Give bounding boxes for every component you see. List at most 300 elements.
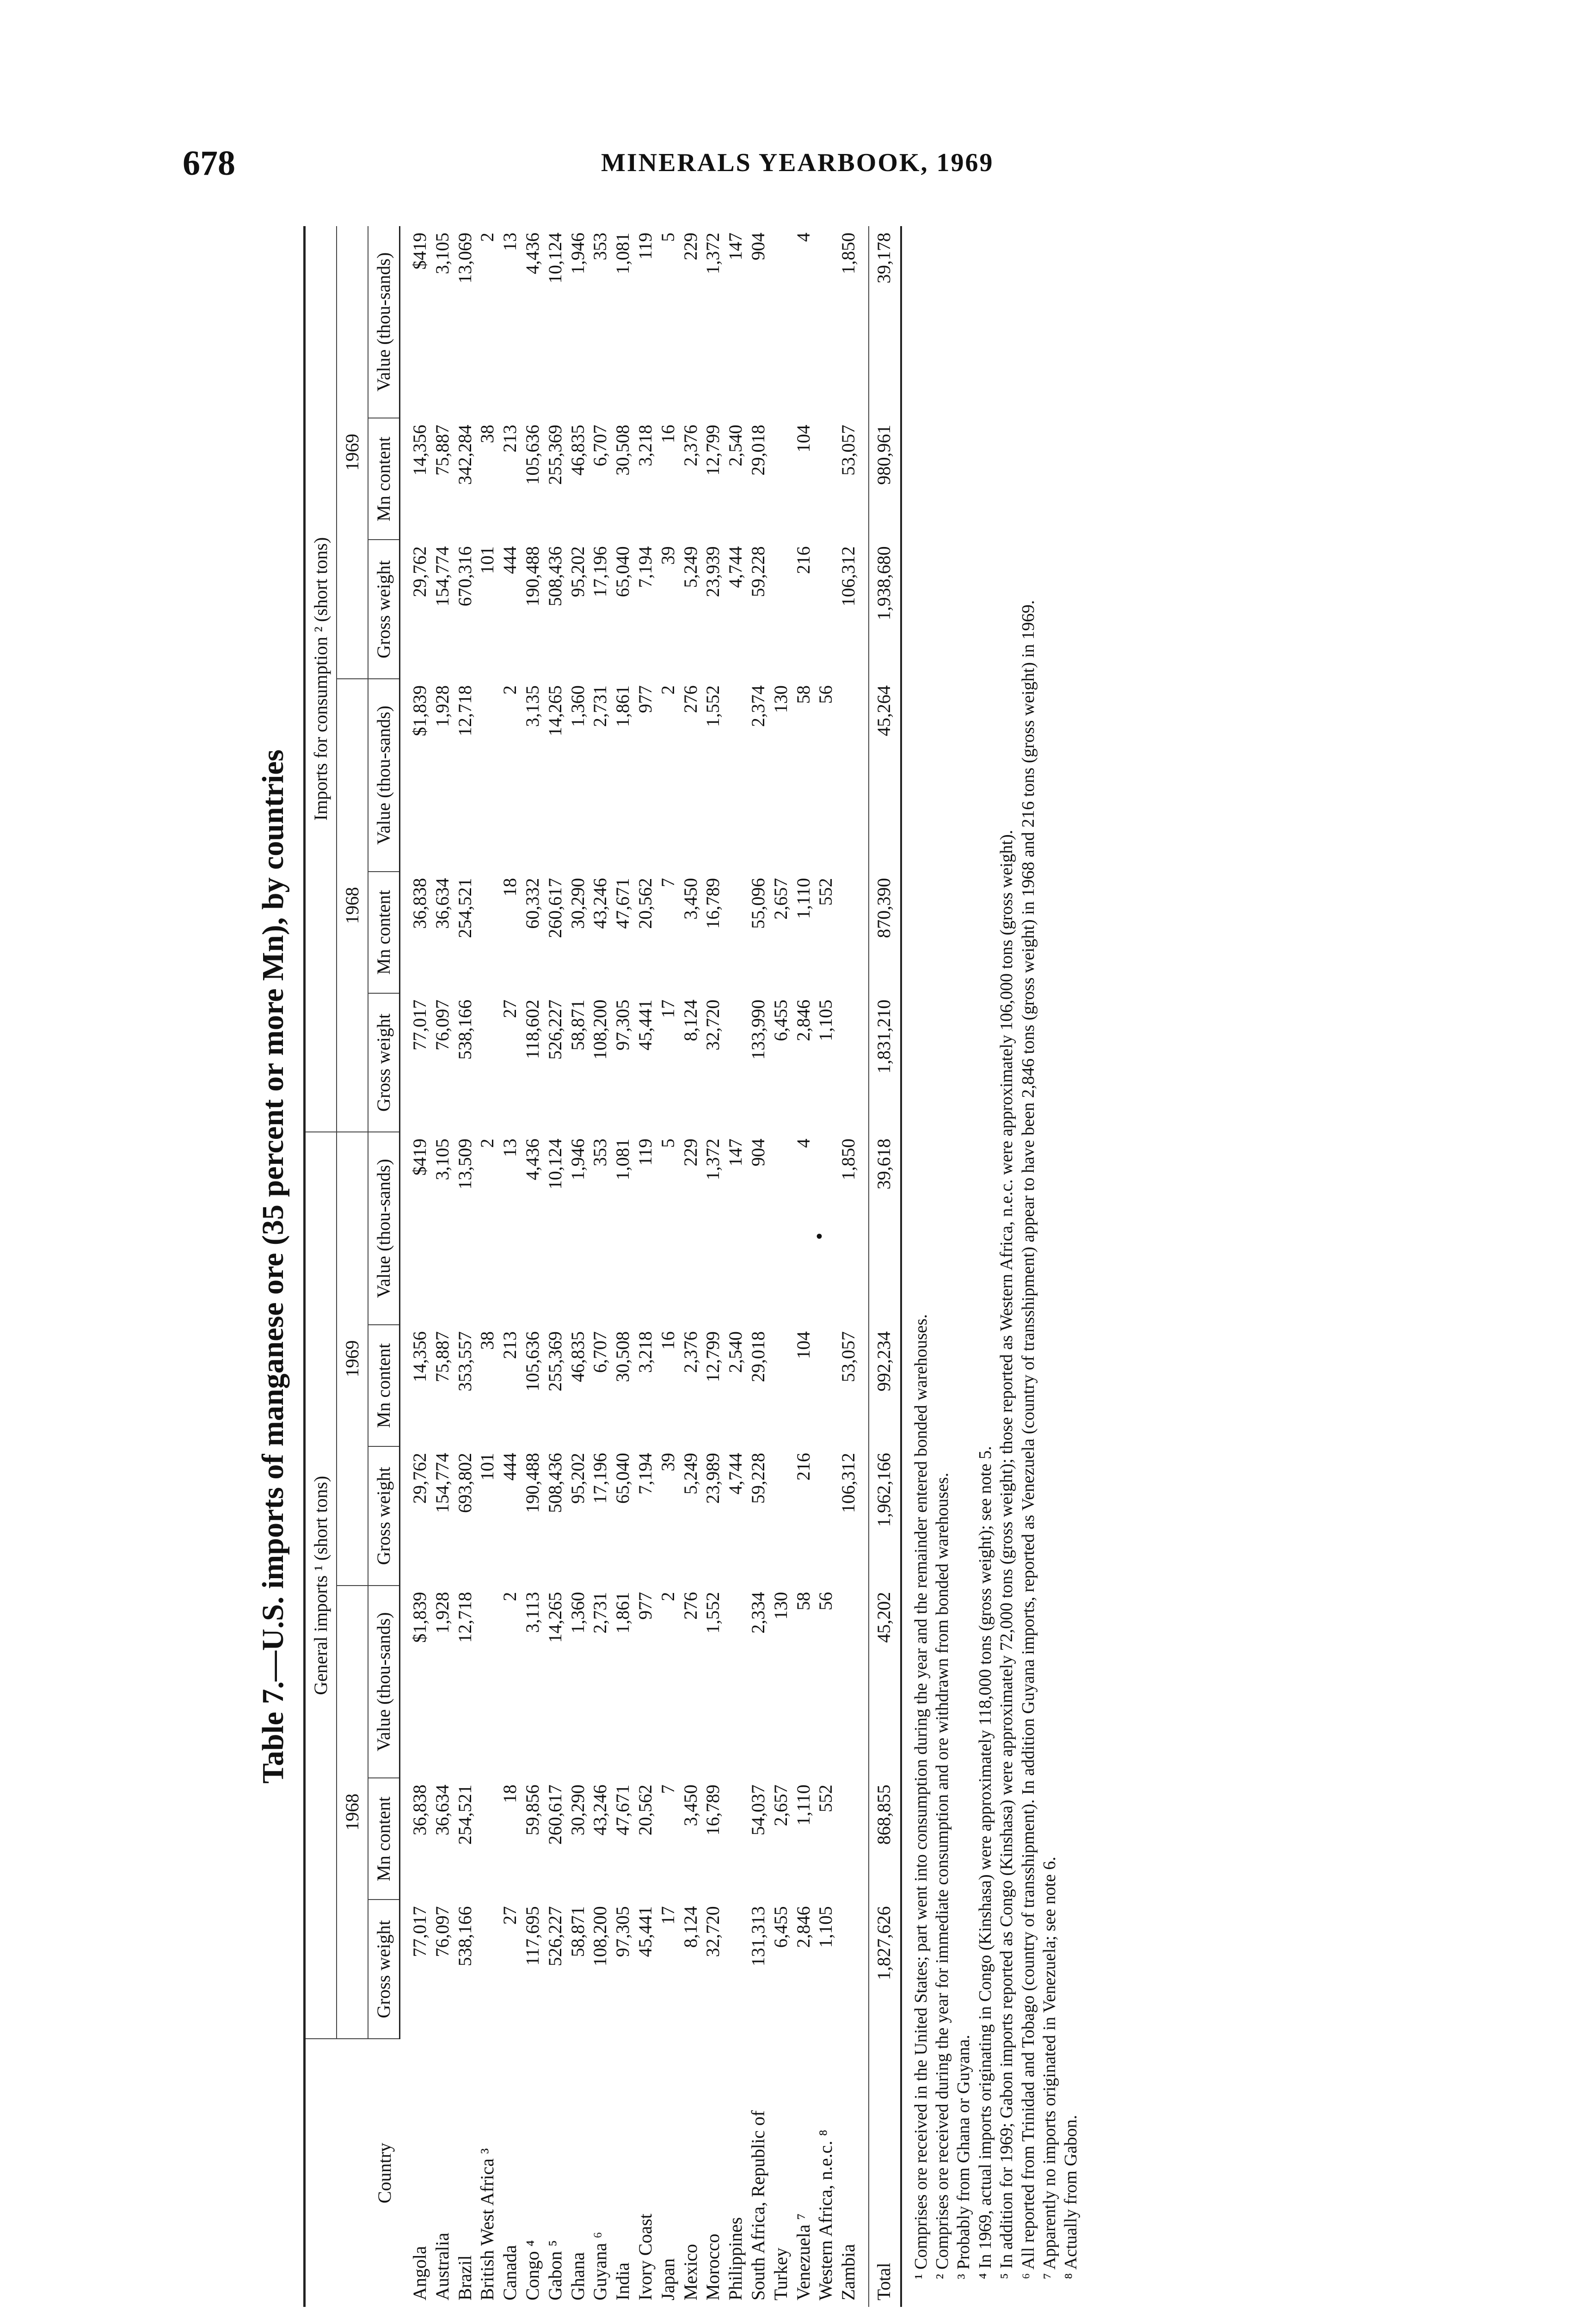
cell-c68-val: 276	[680, 685, 701, 713]
cell-g68-mn: 47,671	[612, 1784, 633, 1836]
cell-c68-mn: 254,521	[454, 878, 475, 938]
cell-g69-mn: 3,218	[634, 1331, 656, 1373]
cell-g69-gross	[770, 1446, 792, 1586]
cell-c69-gross: 17,196	[589, 546, 611, 597]
cell-g69-val: 4,436	[522, 1138, 543, 1181]
cell-g69-val: 13,509	[454, 1138, 475, 1190]
footnote: ⁴ In 1969, actual imports originating in Congo (Kinshasa) were approximately 118,000 tons (gross weight); see note 5.	[975, 1446, 995, 2279]
cell-c69-gross: 1,938,680	[869, 540, 901, 679]
cell-c68-mn: 18	[499, 878, 521, 897]
cell-g68-mn: 36,634	[431, 1784, 453, 1836]
cell-g68-mn: 36,838	[409, 1784, 430, 1836]
cell-c69-val: 147	[725, 233, 746, 260]
cell-g69-mn: 992,234	[869, 1325, 901, 1446]
cell-c69-val: 2	[477, 233, 498, 242]
cell-g69-gross: 106,312	[838, 1453, 859, 1513]
cell-c68-gross: 526,227	[544, 999, 565, 1060]
cell-g68-gross: 77,017	[409, 1906, 430, 1957]
cell-g68-mn: 2,657	[770, 1784, 791, 1826]
table-row	[724, 226, 747, 2307]
cell-g68-gross: 131,313	[747, 1906, 768, 1967]
year-header: 1968	[337, 679, 368, 1132]
cell-g68-val: 14,265	[544, 1592, 565, 1643]
cell-c69-mn	[770, 418, 792, 540]
cell-g68-val: 2,334	[747, 1592, 768, 1634]
cell-g68-val: 3,113	[522, 1592, 543, 1633]
cell-c69-val: 904	[747, 233, 768, 260]
cell-c69-gross: 154,774	[431, 546, 453, 607]
cell-c68-gross	[837, 993, 860, 1132]
cell-c69-gross: 101	[477, 546, 498, 574]
table-row	[589, 226, 612, 2307]
cell-c69-gross: 670,316	[454, 546, 475, 607]
country-name: Philippines	[725, 2217, 746, 2300]
footnotes	[910, 226, 1082, 2307]
cell-c69-mn: 53,057	[838, 424, 859, 476]
cell-g69-mn: 213	[499, 1331, 521, 1359]
running-title: MINERALS YEARBOOK, 1969	[601, 148, 994, 177]
cell-g68-val: 1,552	[702, 1592, 724, 1634]
cell-g69-val: 13	[499, 1138, 521, 1157]
cell-c68-gross: 133,990	[747, 999, 768, 1060]
cell-c69-gross	[770, 540, 792, 679]
cell-g68-mn: 260,617	[544, 1784, 565, 1845]
cell-c68-val: 2	[657, 685, 678, 695]
cell-g69-gross: 5,249	[680, 1453, 701, 1494]
footnote: ³ Probably from Ghana or Guyana.	[954, 2035, 974, 2279]
cell-g69-val: 5	[657, 1138, 678, 1148]
cell-c69-mn: 6,707	[589, 424, 611, 467]
cell-c69-gross: 508,436	[544, 546, 565, 607]
cell-g68-mn: 254,521	[454, 1784, 475, 1845]
cell-g69-mn: 29,018	[747, 1331, 768, 1383]
cell-g69-gross: 154,774	[431, 1453, 453, 1513]
country-name: Total	[869, 2039, 901, 2307]
footnote: ⁶ All reported from Trinidad and Tobago (country of transshipment). In addition Guyana imports, reported as Venezuela (country of transshipment) appear to have been 2,846 tons (gross weight) in 1968 and 216 tons (gross weight) in 1969.	[1018, 600, 1038, 2279]
cell-c69-val: 353	[589, 233, 611, 260]
cell-g68-gross: 45,441	[634, 1906, 656, 1957]
cell-c68-mn	[837, 872, 860, 993]
footnote: ⁸ Actually from Gabon.	[1061, 2115, 1081, 2279]
cell-c68-mn: 36,838	[409, 878, 430, 929]
cell-c69-gross: 7,194	[634, 546, 656, 588]
cell-g68-val: 130	[770, 1592, 791, 1620]
cell-g69-val: 1,372	[702, 1138, 724, 1181]
table-row	[612, 226, 634, 2307]
cell-g68-val	[724, 1586, 747, 1778]
cell-c69-val: 4	[792, 233, 814, 242]
table-row	[454, 226, 477, 2307]
cell-g69-val: 147	[725, 1138, 746, 1167]
cell-c68-val: 14,265	[544, 685, 565, 737]
cell-g68-gross: 1,105	[815, 1906, 836, 1948]
rotated-table-block	[243, 226, 1270, 2307]
cell-g68-gross	[837, 1900, 860, 2039]
cell-g69-gross: 39	[657, 1453, 678, 1471]
cell-g69-gross: 508,436	[544, 1453, 565, 1513]
cell-g68-gross: 1,827,626	[869, 1900, 901, 2039]
cell-c69-val: 5	[657, 233, 678, 242]
cell-g68-mn	[837, 1778, 860, 1900]
cell-c68-val: 1,861	[612, 685, 633, 727]
footnote: ⁵ In addition for 1969; Gabon imports reported as Congo (Kinshasa) were approximately 72,000 tons (gross weight); those reported as Western Africa, n.e.c. were approximately 106,000 tons (gross weight).	[997, 830, 1017, 2279]
cell-g69-gross: 17,196	[589, 1453, 611, 1504]
col-mn-content: Mn content	[368, 872, 400, 993]
cell-g68-mn: 43,246	[589, 1784, 611, 1836]
cell-g69-mn: 14,356	[409, 1331, 430, 1383]
cell-g68-mn: 552	[815, 1784, 836, 1813]
cell-g68-mn: 1,110	[792, 1784, 814, 1826]
cell-g69-val: 1,081	[612, 1138, 633, 1181]
cell-c68-gross: 1,105	[815, 999, 836, 1041]
year-header: 1968	[337, 1586, 368, 2039]
cell-c69-mn: 46,835	[567, 424, 588, 476]
cell-g69-val: 353	[589, 1138, 611, 1167]
cell-c68-gross: 2,846	[792, 999, 814, 1041]
cell-c68-mn: 20,562	[634, 878, 656, 929]
cell-c68-val: 3,135	[522, 685, 543, 727]
country-name: Brazil	[454, 2255, 475, 2300]
cell-g68-val: 12,718	[454, 1592, 475, 1643]
cell-g69-mn: 46,835	[567, 1331, 588, 1383]
country-name: Venezuela ⁷	[792, 2213, 814, 2300]
cell-g68-gross: 17	[657, 1906, 678, 1925]
cell-c68-mn: 60,332	[522, 878, 543, 929]
table-row	[522, 226, 544, 2307]
cell-c69-val: 13,069	[454, 233, 475, 283]
cell-g68-mn: 16,789	[702, 1784, 724, 1836]
cell-c69-gross: 5,249	[680, 546, 701, 588]
cell-c69-gross: 4,744	[725, 546, 746, 588]
cell-c69-mn: 38	[477, 424, 498, 443]
cell-c69-gross: 444	[499, 546, 521, 574]
cell-g68-gross	[476, 1900, 499, 2039]
cell-g68-mn: 7	[657, 1784, 678, 1794]
cell-c69-mn: 16	[657, 424, 678, 443]
col-value: Value (thou-sands)	[368, 1132, 400, 1325]
cell-c69-val	[815, 226, 837, 418]
cell-c69-mn: 2,540	[725, 424, 746, 467]
cell-g69-mn: 353,557	[454, 1331, 475, 1392]
cell-c68-val	[724, 679, 747, 872]
cell-g68-val: 56	[815, 1592, 836, 1611]
cell-c68-mn: 36,634	[431, 878, 453, 929]
cell-c68-gross: 8,124	[680, 999, 701, 1041]
country-name: Angola	[409, 2246, 430, 2300]
cell-c68-val	[476, 679, 499, 872]
cell-g69-mn: 16	[657, 1331, 678, 1350]
cell-g69-gross: 65,040	[612, 1453, 633, 1504]
table-body	[400, 226, 901, 2307]
cell-c68-gross: 32,720	[702, 999, 724, 1051]
cell-c69-mn: 980,961	[869, 418, 901, 540]
cell-g68-gross: 526,227	[544, 1906, 565, 1967]
cell-c68-mn: 1,110	[792, 878, 814, 919]
cell-c68-val: 2,731	[589, 685, 611, 727]
cell-g69-gross: 216	[792, 1453, 814, 1481]
cell-c69-mn: 255,369	[544, 424, 565, 485]
cell-g69-gross: 29,762	[409, 1453, 430, 1504]
country-name: Mexico	[680, 2244, 701, 2300]
cell-g69-val	[770, 1132, 792, 1325]
cell-g68-val: 58	[792, 1592, 814, 1611]
cell-c69-gross: 95,202	[567, 546, 588, 597]
cell-g69-mn: 105,636	[522, 1331, 543, 1392]
cell-c69-mn: 30,508	[612, 424, 633, 476]
cell-c68-gross: 97,305	[612, 999, 633, 1051]
cell-g69-mn: 104	[792, 1331, 814, 1359]
cell-g68-val: 276	[680, 1592, 701, 1620]
cell-c69-val	[770, 226, 792, 418]
cell-g68-mn: 18	[499, 1784, 521, 1803]
table-row	[815, 226, 837, 2307]
cell-g68-gross: 6,455	[770, 1906, 791, 1948]
cell-c68-mn: 16,789	[702, 878, 724, 929]
cell-g68-gross: 2,846	[792, 1906, 814, 1948]
cell-c68-gross: 17	[657, 999, 678, 1018]
cell-c69-mn: 104	[792, 424, 814, 453]
cell-g68-val: 1,861	[612, 1592, 633, 1634]
cell-c68-mn: 47,671	[612, 878, 633, 929]
cell-c68-val: 130	[770, 685, 791, 713]
cell-c69-gross: 39	[657, 546, 678, 565]
cell-c68-gross: 108,200	[589, 999, 611, 1060]
cell-g68-val: 1,360	[567, 1592, 588, 1634]
country-name: Australia	[431, 2232, 453, 2300]
cell-c69-mn: 342,284	[454, 424, 475, 485]
cell-c68-val: 58	[792, 685, 814, 704]
country-name: India	[612, 2262, 633, 2300]
country-name: Morocco	[702, 2233, 724, 2300]
cell-c68-val: $1,839	[409, 685, 430, 737]
cell-g68-gross: 108,200	[589, 1906, 611, 1967]
cell-c68-gross: 118,602	[522, 999, 543, 1059]
stray-mark: •	[816, 1226, 823, 1247]
cell-g69-gross: 23,989	[702, 1453, 724, 1504]
cell-c68-val: 1,552	[702, 685, 724, 727]
cell-g68-mn: 20,562	[634, 1784, 656, 1836]
cell-g69-mn: 2,376	[680, 1331, 701, 1373]
cell-g69-gross: 95,202	[567, 1453, 588, 1504]
cell-g69-val: 3,105	[431, 1138, 453, 1181]
cell-c69-val: 39,178	[869, 226, 901, 418]
cell-g69-gross: 444	[499, 1453, 521, 1481]
cell-g69-val: $419	[409, 1138, 430, 1176]
cell-g69-mn: 30,508	[612, 1331, 633, 1383]
cell-g69-mn: 6,707	[589, 1331, 611, 1373]
total-row	[869, 226, 901, 2307]
cell-g69-mn: 38	[477, 1331, 498, 1350]
cell-g69-val: 10,124	[544, 1138, 565, 1190]
table-row	[702, 226, 724, 2307]
cell-c69-val: 1,081	[612, 233, 633, 274]
cell-g69-gross: 1,962,166	[869, 1446, 901, 1586]
cell-g69-mn: 255,369	[544, 1331, 565, 1392]
country-name: Canada	[499, 2245, 521, 2300]
cell-c69-gross: 59,228	[747, 546, 768, 597]
cell-c69-val: $419	[409, 233, 430, 270]
country-name: Western Africa, n.e.c. ⁸	[815, 2129, 836, 2300]
cell-g68-gross: 97,305	[612, 1906, 633, 1957]
cell-g68-gross: 58,871	[567, 1906, 588, 1957]
cell-c69-val: 229	[680, 233, 701, 260]
table-row	[544, 226, 567, 2307]
cell-g69-val: 1,850	[838, 1138, 859, 1181]
cell-g68-val: $1,839	[409, 1592, 430, 1643]
table-row	[657, 226, 680, 2307]
cell-c69-val: 13	[499, 233, 521, 251]
country-name: Congo ⁴	[522, 2240, 543, 2300]
cell-c68-gross: 77,017	[409, 999, 430, 1051]
year-header: 1969	[337, 1132, 368, 1585]
footnote: ¹ Comprises ore received in the United States; part went into consumption during the year and the remainder entered bonded warehouses.	[911, 1314, 931, 2279]
country-name: South Africa, Republic of	[747, 2110, 768, 2300]
footnote: ⁷ Apparently no imports originated in Venezuela; see note 6.	[1039, 1857, 1059, 2279]
col-value: Value (thou-sands)	[368, 226, 400, 418]
cell-g68-mn: 54,037	[747, 1784, 768, 1836]
cell-c69-val: 119	[634, 233, 656, 260]
imports-table	[303, 226, 902, 2307]
group-general-imports: General imports ¹ (short tons)	[305, 1132, 337, 2039]
cell-c69-mn: 29,018	[747, 424, 768, 476]
cell-g69-gross: 693,802	[454, 1453, 475, 1513]
cell-g68-gross: 117,695	[522, 1906, 543, 1966]
cell-g69-val: 4	[792, 1138, 814, 1148]
cell-g68-gross	[724, 1900, 747, 2039]
cell-c68-val: 45,264	[869, 679, 901, 872]
cell-c69-mn: 12,799	[702, 424, 724, 476]
cell-c68-val: 2,374	[747, 685, 768, 727]
country-name: Turkey	[770, 2247, 791, 2300]
cell-g69-mn	[815, 1325, 837, 1446]
col-value: Value (thou-sands)	[368, 679, 400, 872]
cell-g68-gross: 538,166	[454, 1906, 475, 1967]
cell-c69-gross: 23,939	[702, 546, 724, 597]
cell-c69-gross: 216	[792, 546, 814, 574]
cell-c69-gross: 29,762	[409, 546, 430, 597]
cell-c69-mn: 213	[499, 424, 521, 453]
cell-c69-mn: 2,376	[680, 424, 701, 467]
cell-c68-gross: 45,441	[634, 999, 656, 1051]
cell-g68-val: 1,928	[431, 1592, 453, 1634]
col-gross-weight: Gross weight	[368, 993, 400, 1132]
country-name: Zambia	[838, 2244, 859, 2300]
cell-c68-val	[837, 679, 860, 872]
cell-g69-val: 904	[747, 1138, 768, 1167]
cell-g69-gross: 190,488	[522, 1453, 543, 1513]
cell-g69-gross: 101	[477, 1453, 498, 1481]
country-name: Japan	[657, 2258, 678, 2300]
cell-c69-gross: 190,488	[522, 546, 543, 607]
cell-g69-val: 1,946	[567, 1138, 588, 1181]
cell-c68-mn: 552	[815, 878, 836, 906]
cell-g69-val: 229	[680, 1138, 701, 1167]
cell-g69-gross: 4,744	[725, 1453, 746, 1494]
cell-c69-gross: 106,312	[838, 546, 859, 607]
cell-g68-val: 2	[657, 1592, 678, 1601]
cell-c68-gross	[724, 993, 747, 1132]
table-row	[747, 226, 770, 2307]
cell-g68-val: 2	[499, 1592, 521, 1601]
cell-c69-val: 1,850	[838, 233, 859, 274]
cell-g68-mn	[476, 1778, 499, 1900]
cell-g69-val: 119	[634, 1138, 656, 1166]
cell-g68-val: 977	[634, 1592, 656, 1620]
cell-c69-mn: 14,356	[409, 424, 430, 476]
col-mn-content: Mn content	[368, 1778, 400, 1900]
cell-g68-gross: 27	[499, 1906, 521, 1925]
cell-c68-mn: 3,450	[680, 878, 701, 920]
cell-c68-mn: 7	[657, 878, 678, 887]
col-mn-content: Mn content	[368, 418, 400, 540]
cell-g68-mn: 30,290	[567, 1784, 588, 1836]
country-name: British West Africa ³	[477, 2148, 498, 2300]
table-row	[770, 226, 792, 2307]
col-country: Country	[305, 2039, 400, 2307]
cell-g68-mn: 868,855	[869, 1778, 901, 1900]
table-row	[634, 226, 657, 2307]
cell-g69-mn: 2,540	[725, 1331, 746, 1373]
cell-g68-mn: 59,856	[522, 1784, 543, 1836]
cell-c68-mn: 55,096	[747, 878, 768, 929]
cell-c69-val: 10,124	[544, 233, 565, 283]
cell-c69-val: 1,946	[567, 233, 588, 274]
cell-c69-val: 3,105	[431, 233, 453, 274]
cell-g68-val	[837, 1586, 860, 1778]
cell-g69-mn: 12,799	[702, 1331, 724, 1383]
cell-g68-val	[476, 1586, 499, 1778]
cell-g69-val	[815, 1132, 837, 1325]
col-mn-content: Mn content	[368, 1325, 400, 1446]
cell-c68-gross: 1,831,210	[869, 993, 901, 1132]
cell-c68-mn: 2,657	[770, 878, 791, 920]
cell-c69-gross	[815, 540, 837, 679]
cell-c68-val: 1,360	[567, 685, 588, 727]
cell-c68-gross: 58,871	[567, 999, 588, 1051]
footnote: ² Comprises ore received during the year for immediate consumption and ore withdrawn from bonded warehouses.	[933, 1472, 952, 2279]
cell-c68-mn: 260,617	[544, 878, 565, 938]
table-title: Table 7.—U.S. imports of manganese ore (35 percent or more Mn), by countries	[256, 749, 290, 1784]
cell-c69-mn: 3,218	[634, 424, 656, 467]
cell-c68-gross: 76,097	[431, 999, 453, 1051]
cell-c68-val: 977	[634, 685, 656, 713]
cell-c68-gross	[476, 993, 499, 1132]
cell-g69-val: 2	[477, 1138, 498, 1148]
table-row	[837, 226, 860, 2307]
cell-g69-gross: 7,194	[634, 1453, 656, 1494]
cell-g69-val: 39,618	[869, 1132, 901, 1325]
cell-c68-mn: 30,290	[567, 878, 588, 929]
cell-g68-mn: 3,450	[680, 1784, 701, 1826]
cell-g68-gross: 76,097	[431, 1906, 453, 1957]
col-value: Value (thou-sands)	[368, 1586, 400, 1778]
cell-g69-mn: 75,887	[431, 1331, 453, 1383]
country-name: Ivory Coast	[634, 2214, 656, 2300]
table-row	[431, 226, 454, 2307]
cell-c69-gross: 65,040	[612, 546, 633, 597]
cell-c68-val: 12,718	[454, 685, 475, 737]
country-name: Guyana ⁶	[589, 2232, 611, 2300]
cell-c68-gross: 27	[499, 999, 521, 1018]
cell-c69-mn: 105,636	[522, 424, 543, 485]
col-gross-weight: Gross weight	[368, 540, 400, 679]
cell-g68-val: 45,202	[869, 1586, 901, 1778]
cell-c68-mn: 43,246	[589, 878, 611, 929]
cell-g68-gross: 8,124	[680, 1906, 701, 1948]
group-consumption-imports: Imports for consumption ² (short tons)	[305, 226, 337, 1132]
table-row	[792, 226, 815, 2307]
cell-g69-gross	[815, 1446, 837, 1586]
